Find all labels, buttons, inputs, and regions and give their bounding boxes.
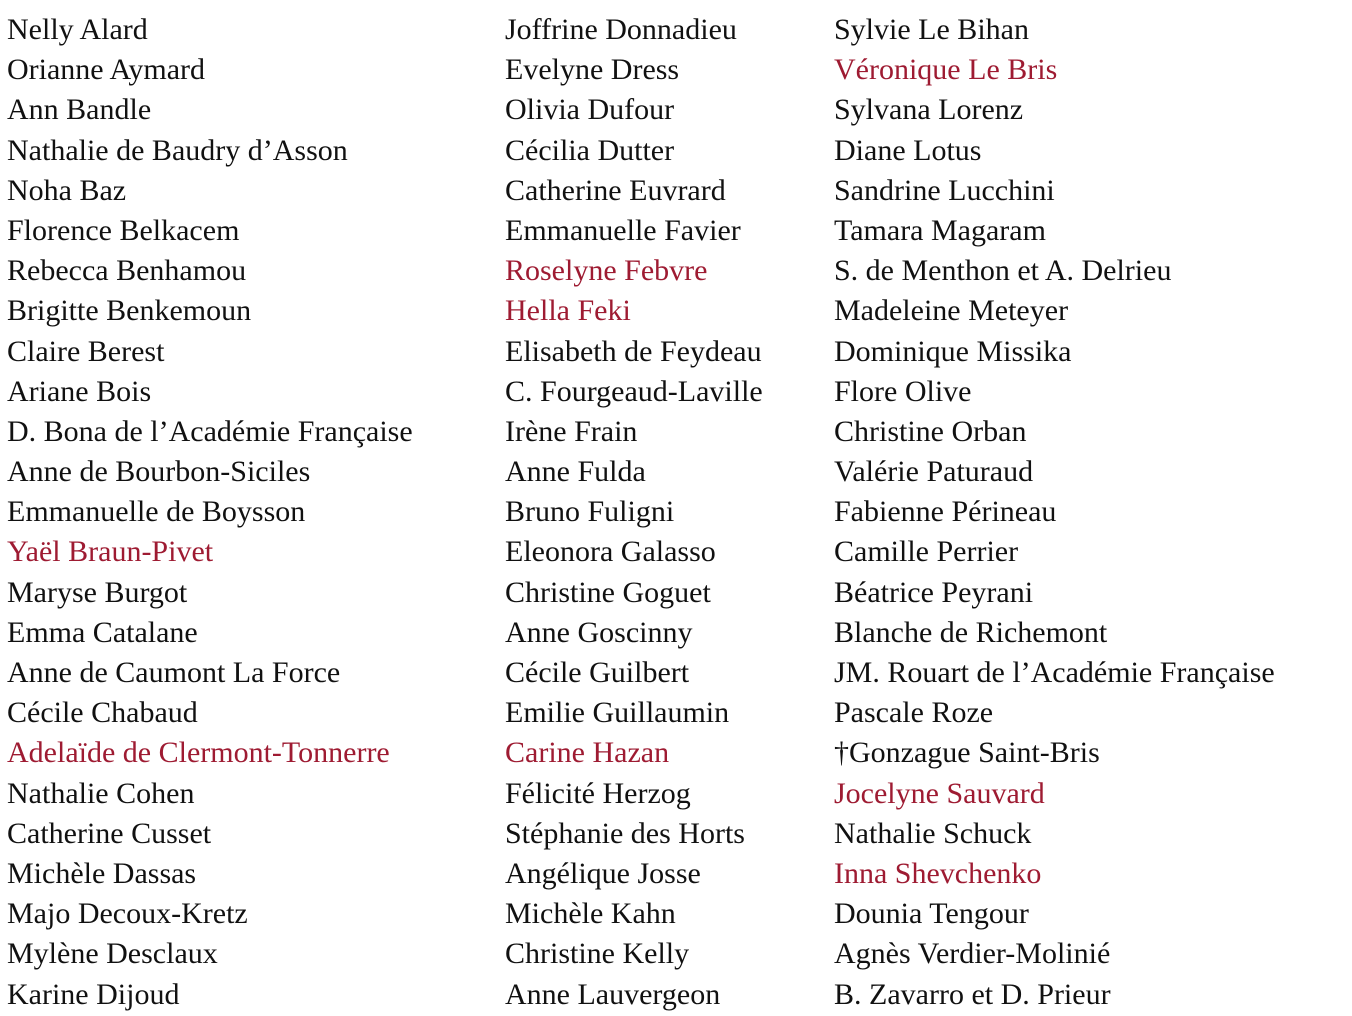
name-entry: Nelly Alard bbox=[7, 13, 148, 46]
name-entry: †Gonzague Saint-Bris bbox=[834, 736, 1100, 770]
name-entry: Cécile Guilbert bbox=[505, 656, 690, 689]
name-entry: Nathalie de Baudry d’Asson bbox=[7, 133, 348, 167]
name-entry: Dounia Tengour bbox=[834, 897, 1029, 931]
name-entry: Olivia Dufour bbox=[505, 93, 675, 127]
name-entry: C. Fourgeaud-Laville bbox=[505, 374, 763, 408]
name-entry: Catherine Cusset bbox=[7, 816, 212, 850]
name-entry: Sylvie Le Bihan bbox=[834, 13, 1029, 46]
name-entry: Sylvana Lorenz bbox=[834, 93, 1024, 127]
name-entry: Rebecca Benhamou bbox=[7, 254, 247, 288]
name-entry: Cécile Chabaud bbox=[7, 696, 198, 730]
name-entry: Christine Orban bbox=[834, 414, 1027, 448]
name-entry: Christine Kelly bbox=[505, 937, 690, 971]
name-entry: Karine Dijoud bbox=[7, 977, 180, 1011]
name-entry: Blanche de Richemont bbox=[834, 615, 1108, 649]
name-entry: Sandrine Lucchini bbox=[834, 173, 1055, 207]
name-entry: Joffrine Donnadieu bbox=[505, 13, 737, 46]
names-column-2 bbox=[505, 10, 763, 1015]
name-entry: Jocelyne Sauvard bbox=[834, 776, 1045, 810]
name-entry: Agnès Verdier-Molinié bbox=[834, 937, 1111, 971]
name-entry: Diane Lotus bbox=[834, 133, 982, 167]
name-entry: Florence Belkacem bbox=[7, 213, 240, 247]
name-entry: Adelaïde de Clermont-Tonnerre bbox=[7, 736, 390, 770]
name-entry: Christine Goguet bbox=[505, 575, 711, 609]
name-entry: Ariane Bois bbox=[7, 374, 152, 408]
name-entry: B. Zavarro et D. Prieur bbox=[834, 977, 1111, 1011]
name-entry: Carine Hazan bbox=[505, 736, 670, 770]
name-entry: Angélique Josse bbox=[505, 856, 701, 890]
name-entry: Brigitte Benkemoun bbox=[7, 294, 252, 328]
name-entry: Catherine Euvrard bbox=[505, 173, 726, 207]
name-entry: Nathalie Cohen bbox=[7, 776, 195, 810]
name-entry: Noha Baz bbox=[7, 173, 127, 207]
name-entry: Valérie Paturaud bbox=[834, 455, 1034, 489]
name-entry: Véronique Le Bris bbox=[834, 53, 1058, 87]
names-column-3 bbox=[834, 10, 1275, 1015]
name-entry: Mylène Desclaux bbox=[7, 937, 218, 971]
name-entry: Pascale Roze bbox=[834, 696, 994, 730]
name-entry: Béatrice Peyrani bbox=[834, 575, 1034, 609]
name-entry: Bruno Fuligni bbox=[505, 495, 675, 529]
name-entry: Eleonora Galasso bbox=[505, 535, 716, 569]
name-entry: Anne Fulda bbox=[505, 455, 646, 489]
name-entry: S. de Menthon et A. Delrieu bbox=[834, 254, 1172, 288]
name-entry: Claire Berest bbox=[7, 334, 165, 368]
name-entry: Hella Feki bbox=[505, 294, 631, 328]
name-entry: Elisabeth de Feydeau bbox=[505, 334, 762, 368]
name-entry: Emilie Guillaumin bbox=[505, 696, 730, 730]
name-entry: Flore Olive bbox=[834, 374, 972, 408]
name-entry: Dominique Missika bbox=[834, 334, 1072, 368]
name-entry: Anne de Bourbon-Siciles bbox=[7, 455, 311, 489]
name-entry: Anne Goscinny bbox=[505, 615, 693, 649]
names-column-1 bbox=[7, 10, 413, 1015]
name-entry: Nathalie Schuck bbox=[834, 816, 1032, 850]
name-entry: Maryse Burgot bbox=[7, 575, 188, 609]
name-entry: Stéphanie des Horts bbox=[505, 816, 745, 850]
name-entry: Irène Frain bbox=[505, 414, 638, 448]
name-entry: Cécilia Dutter bbox=[505, 133, 675, 167]
name-entry: Emmanuelle de Boysson bbox=[7, 495, 306, 529]
name-entry: Michèle Dassas bbox=[7, 856, 197, 890]
name-entry: Inna Shevchenko bbox=[834, 856, 1042, 890]
name-entry: Michèle Kahn bbox=[505, 897, 676, 931]
name-entry: Madeleine Meteyer bbox=[834, 294, 1069, 328]
name-entry: Félicité Herzog bbox=[505, 776, 691, 810]
name-entry: Orianne Aymard bbox=[7, 53, 206, 87]
name-entry: Roselyne Febvre bbox=[505, 254, 708, 288]
name-entry: Emmanuelle Favier bbox=[505, 213, 741, 247]
name-entry: D. Bona de l’Académie Française bbox=[7, 414, 413, 448]
name-entry: Yaël Braun-Pivet bbox=[7, 535, 214, 569]
name-entry: Camille Perrier bbox=[834, 535, 1019, 569]
name-entry: Fabienne Périneau bbox=[834, 495, 1057, 529]
name-entry: JM. Rouart de l’Académie Française bbox=[834, 656, 1275, 689]
name-entry: Tamara Magaram bbox=[834, 213, 1046, 247]
name-entry: Majo Decoux-Kretz bbox=[7, 897, 248, 931]
name-entry: Anne de Caumont La Force bbox=[7, 656, 341, 689]
name-entry: Ann Bandle bbox=[7, 93, 152, 127]
name-entry: Anne Lauvergeon bbox=[505, 977, 721, 1011]
name-entry: Evelyne Dress bbox=[505, 53, 680, 87]
name-entry: Emma Catalane bbox=[7, 615, 198, 649]
